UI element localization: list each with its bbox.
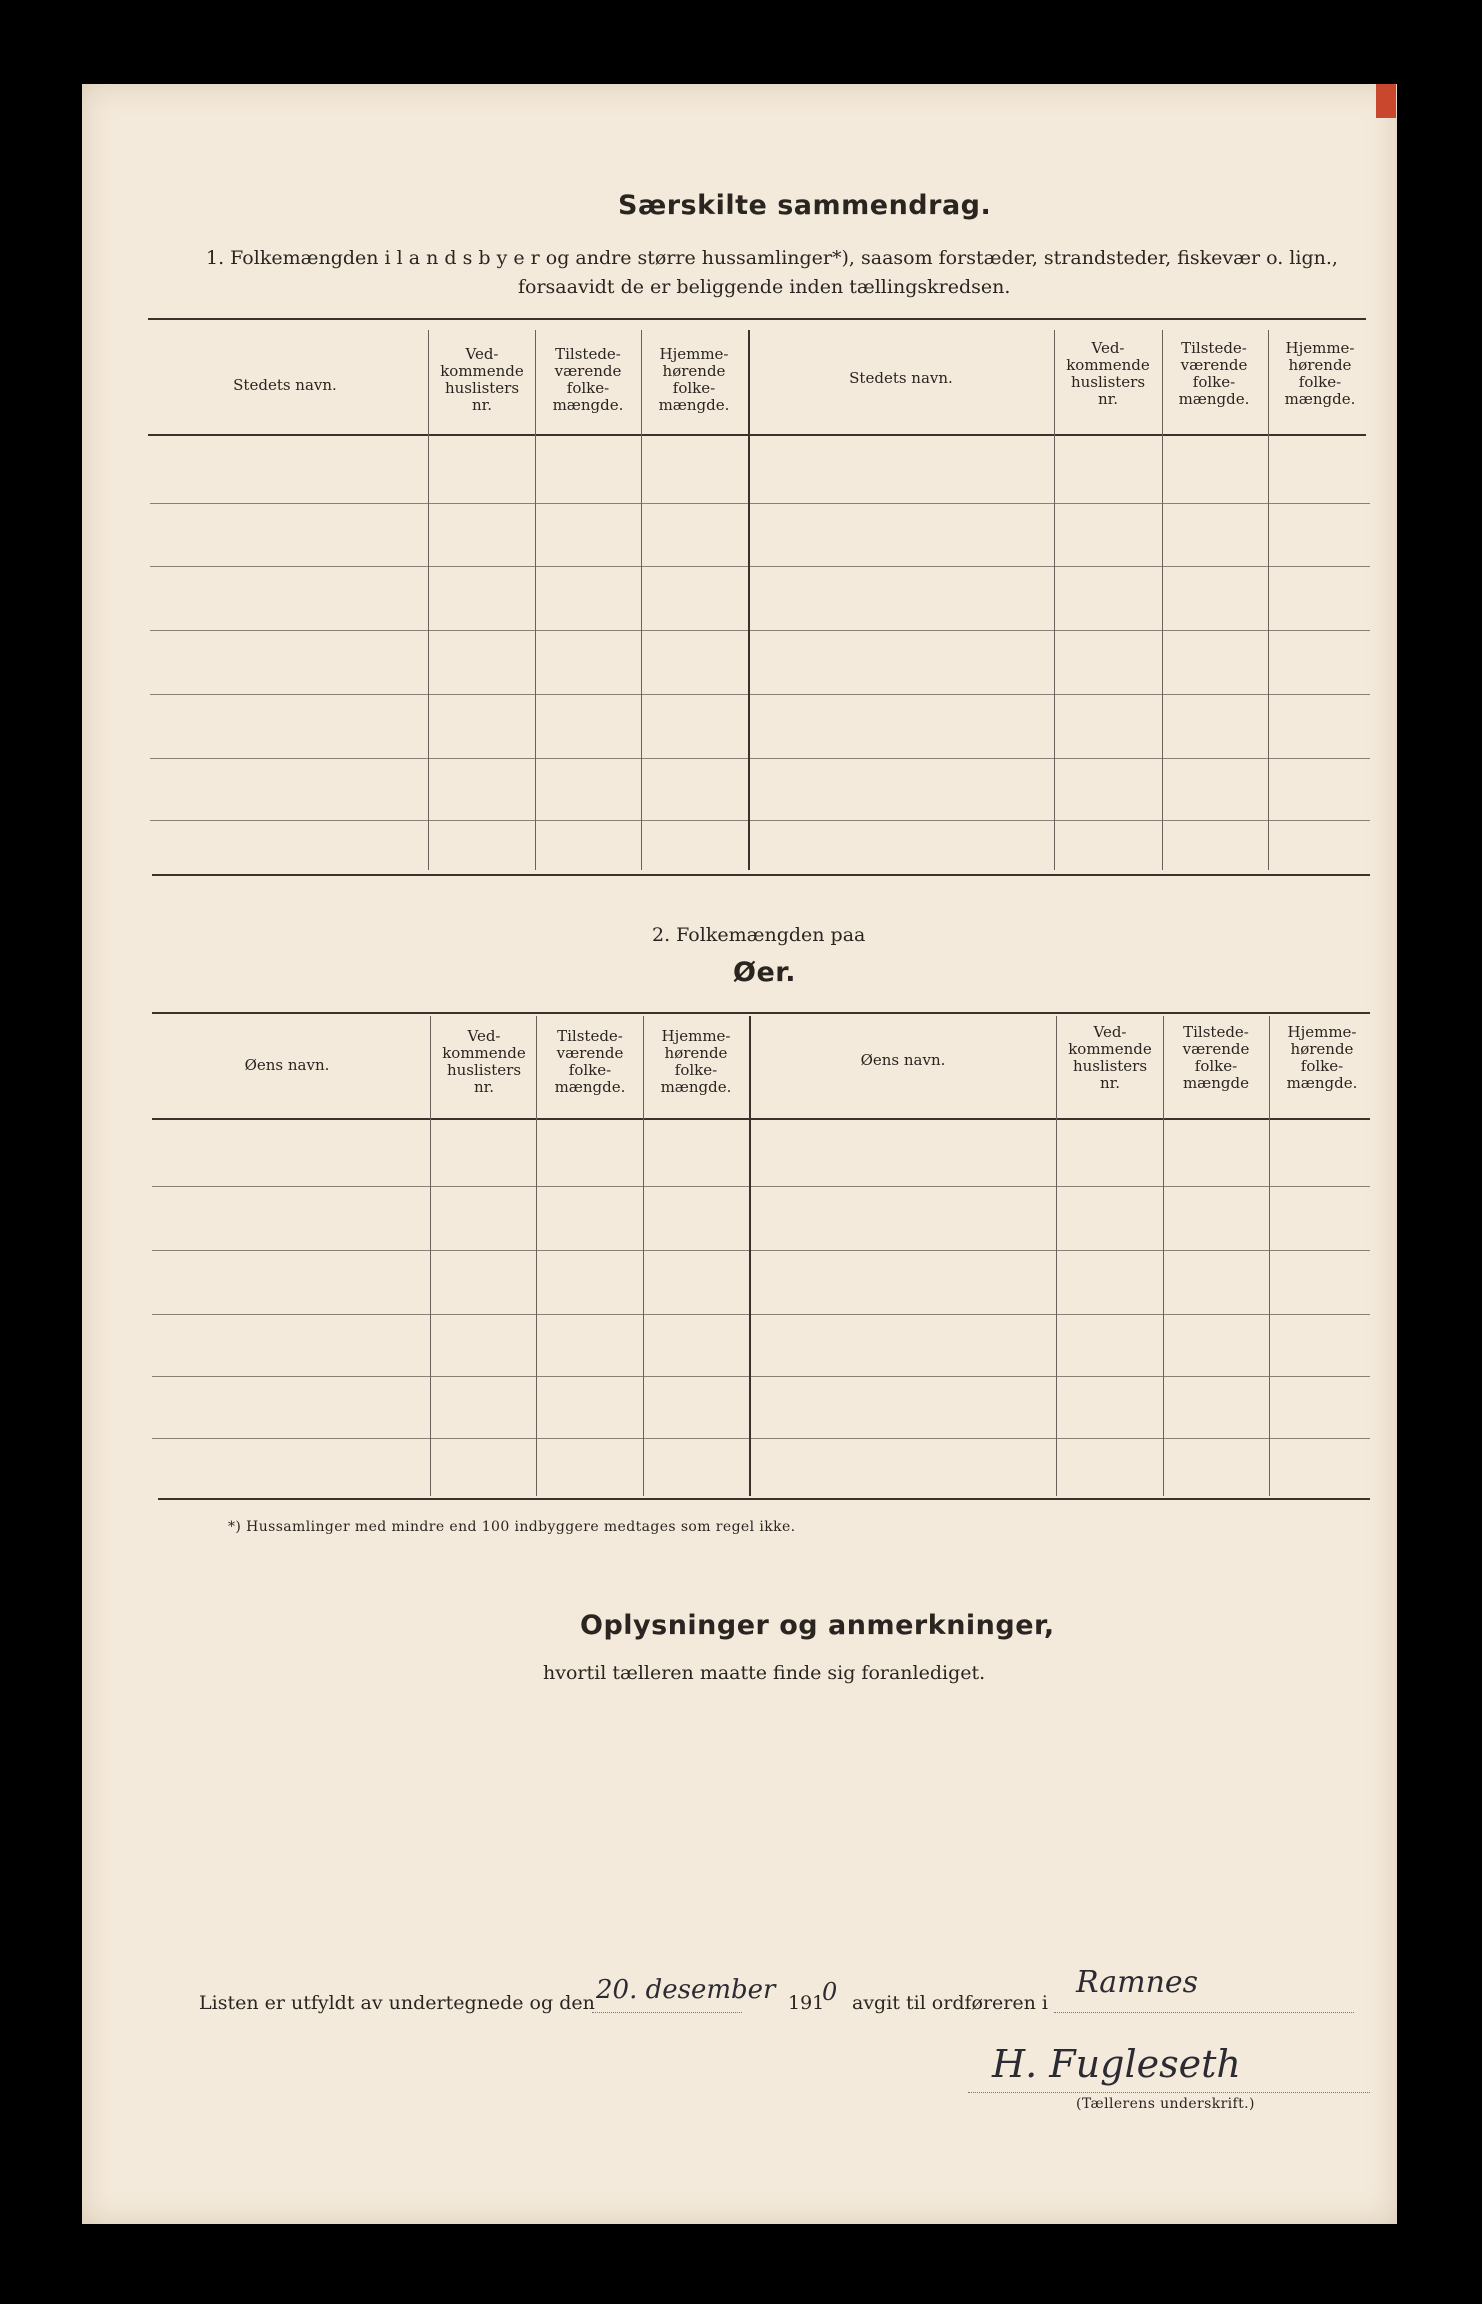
table1-row-rule [150,758,1370,759]
t1-header-present-right: Tilstede-værende folke-mængde. [1178,339,1250,408]
closing-text-part2: avgit til ordføreren i [852,1992,1048,2014]
table1-col-divider [1162,330,1163,870]
date-dotline [592,2012,742,2013]
place-dotline [1054,2012,1354,2013]
table2-row-rule [152,1438,1370,1439]
table1-col-divider [641,330,642,870]
table1-row-rule [150,630,1370,631]
t1-header-place: Stedets navn. [233,376,337,394]
table1-row-rule [150,566,1370,567]
table2-row-rule [152,1376,1370,1377]
signature-label: (Tællerens underskrift.) [1076,2096,1255,2112]
table1-header-rule [148,434,1366,436]
table2-row-rule [152,1186,1370,1187]
t1-header-present: Tilstede-værende folke-mængde. [552,345,624,414]
table2-col-divider [1269,1016,1270,1496]
table1-col-divider [1268,330,1269,870]
table1-row-rule [150,820,1370,821]
table1-col-divider [535,330,536,870]
closing-date: 20. desember [596,1975,776,2005]
table1-row-rule [150,694,1370,695]
table2-col-divider [1056,1016,1057,1496]
t1-header-resident: Hjemme-hørende folke-mængde. [658,345,730,414]
t1-header-resident-right: Hjemme-hørende folke-mængde. [1284,339,1356,408]
table1-col-divider [1054,330,1055,870]
table1-center-divider [748,330,750,870]
table1-col-divider [428,330,429,870]
closing-place: Ramnes [1076,1965,1199,2000]
section2-intro: 2. Folkemængden paa [652,924,866,946]
section1-intro-line1: 1. Folkemængden i l a n d s b y e r og andre større hussamlinger*), saasom forstæder, strandsteder, fiskevær o. lign., [206,247,1338,269]
table2-col-divider [430,1016,431,1496]
remarks-title: Oplysninger og anmerkninger, [580,1610,1055,1641]
table2-col-divider [1163,1016,1164,1496]
footnote: *) Hussamlinger med mindre end 100 indbyggere medtages som regel ikke. [228,1519,796,1535]
table1-row-rule [150,503,1370,504]
table2-center-divider [749,1016,751,1496]
page-corner-mark [1376,84,1396,118]
t2-header-present: Tilstede-værende folke-mængde. [554,1027,626,1096]
remarks-subtitle: hvortil tælleren maatte finde sig foranlediget. [543,1662,986,1684]
table2-col-divider [643,1016,644,1496]
closing-year-digit: 0 [822,1978,838,2006]
section2-title: Øer. [733,957,796,988]
section1-intro-line2: forsaavidt de er beliggende inden tællingskredsen. [518,276,1011,298]
enumerator-signature: H. Fugleseth [992,2042,1241,2086]
t2-header-island-right: Øens navn. [860,1051,946,1069]
t2-header-houselist: Ved-kommende huslisters nr. [442,1027,526,1096]
t1-header-houselist: Ved-kommende huslisters nr. [440,345,524,414]
t1-header-houselist-right: Ved-kommende huslisters nr. [1066,339,1150,408]
t1-header-place-right: Stedets navn. [849,369,953,387]
table2-col-divider [536,1016,537,1496]
signature-dotline [968,2092,1370,2093]
t2-header-resident: Hjemme-hørende folke-mængde. [660,1027,732,1096]
table1-top-rule [148,318,1366,320]
t2-header-island: Øens navn. [244,1056,330,1074]
table2-header-rule [152,1118,1370,1120]
t2-header-present-right: Tilstede-værende folke-mængde [1182,1023,1250,1092]
closing-year-prefix: 191 [788,1992,825,2014]
table2-bottom-rule [158,1498,1370,1500]
closing-text-part1: Listen er utfyldt av undertegnede og den [199,1992,595,2014]
table2-row-rule [152,1314,1370,1315]
table2-row-rule [152,1250,1370,1251]
t2-header-houselist-right: Ved-kommende huslisters nr. [1068,1023,1152,1092]
t2-header-resident-right: Hjemme-hørende folke-mængde. [1286,1023,1358,1092]
table2-top-rule [152,1012,1370,1014]
table1-bottom-rule [152,874,1370,876]
section1-title: Særskilte sammendrag. [618,190,992,221]
